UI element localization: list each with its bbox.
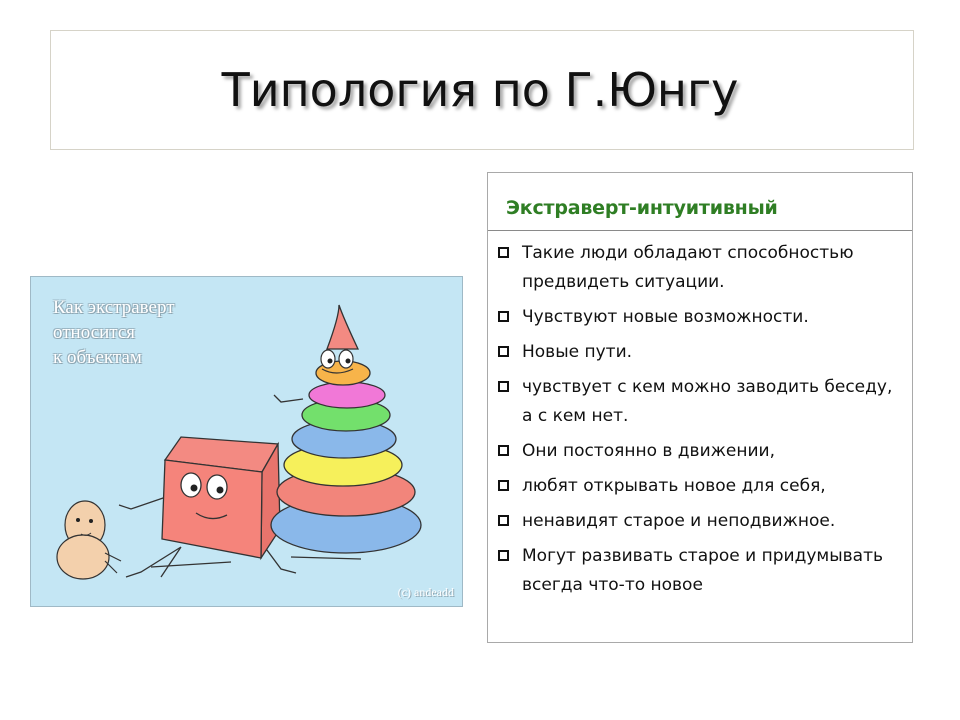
- list-item: [498, 239, 908, 297]
- list-item-text: Они постоянно в движении,: [522, 441, 776, 461]
- list-item-text: ненавидят старое и неподвижное.: [522, 511, 836, 531]
- list-item-text: Такие люди обладают способностью предвидеть ситуации.: [522, 243, 854, 292]
- list-item: [498, 373, 908, 431]
- checkbox-bullet-icon: [498, 550, 509, 561]
- list-item-text: Чувствуют новые возможности.: [522, 307, 809, 327]
- illustration: [30, 276, 463, 607]
- illustration-credit: (c) andeadd: [397, 585, 454, 599]
- checkbox-bullet-icon: [498, 247, 509, 258]
- slide-title-text: Типология по Г.Юнгу: [221, 63, 739, 117]
- list-item: [498, 507, 908, 536]
- list-item: [498, 542, 908, 600]
- trait-list: [498, 239, 908, 606]
- list-item: [498, 472, 908, 501]
- list-item-text: любят открывать новое для себя,: [522, 476, 826, 496]
- checkbox-bullet-icon: [498, 445, 509, 456]
- list-item: [498, 437, 908, 466]
- checkbox-bullet-icon: [498, 515, 509, 526]
- list-item-text: Могут развивать старое и придумывать всегда что-то новое: [522, 546, 883, 595]
- checkbox-bullet-icon: [498, 480, 509, 491]
- checkbox-bullet-icon: [498, 311, 509, 322]
- list-item: [498, 338, 908, 367]
- checkbox-bullet-icon: [498, 346, 509, 357]
- checkbox-bullet-icon: [498, 381, 509, 392]
- illustration-caption: Как экстраверт относится к объектам: [53, 297, 175, 368]
- list-item-text: чувствует с кем можно заводить беседу, а с кем нет.: [522, 377, 893, 426]
- panel-heading: [488, 173, 912, 231]
- description-panel: [487, 172, 913, 643]
- panel-heading-text: Экстраверт-интуитивный: [506, 197, 778, 219]
- list-item: [498, 303, 908, 332]
- slide-title: [0, 62, 960, 118]
- list-item-text: Новые пути.: [522, 342, 633, 362]
